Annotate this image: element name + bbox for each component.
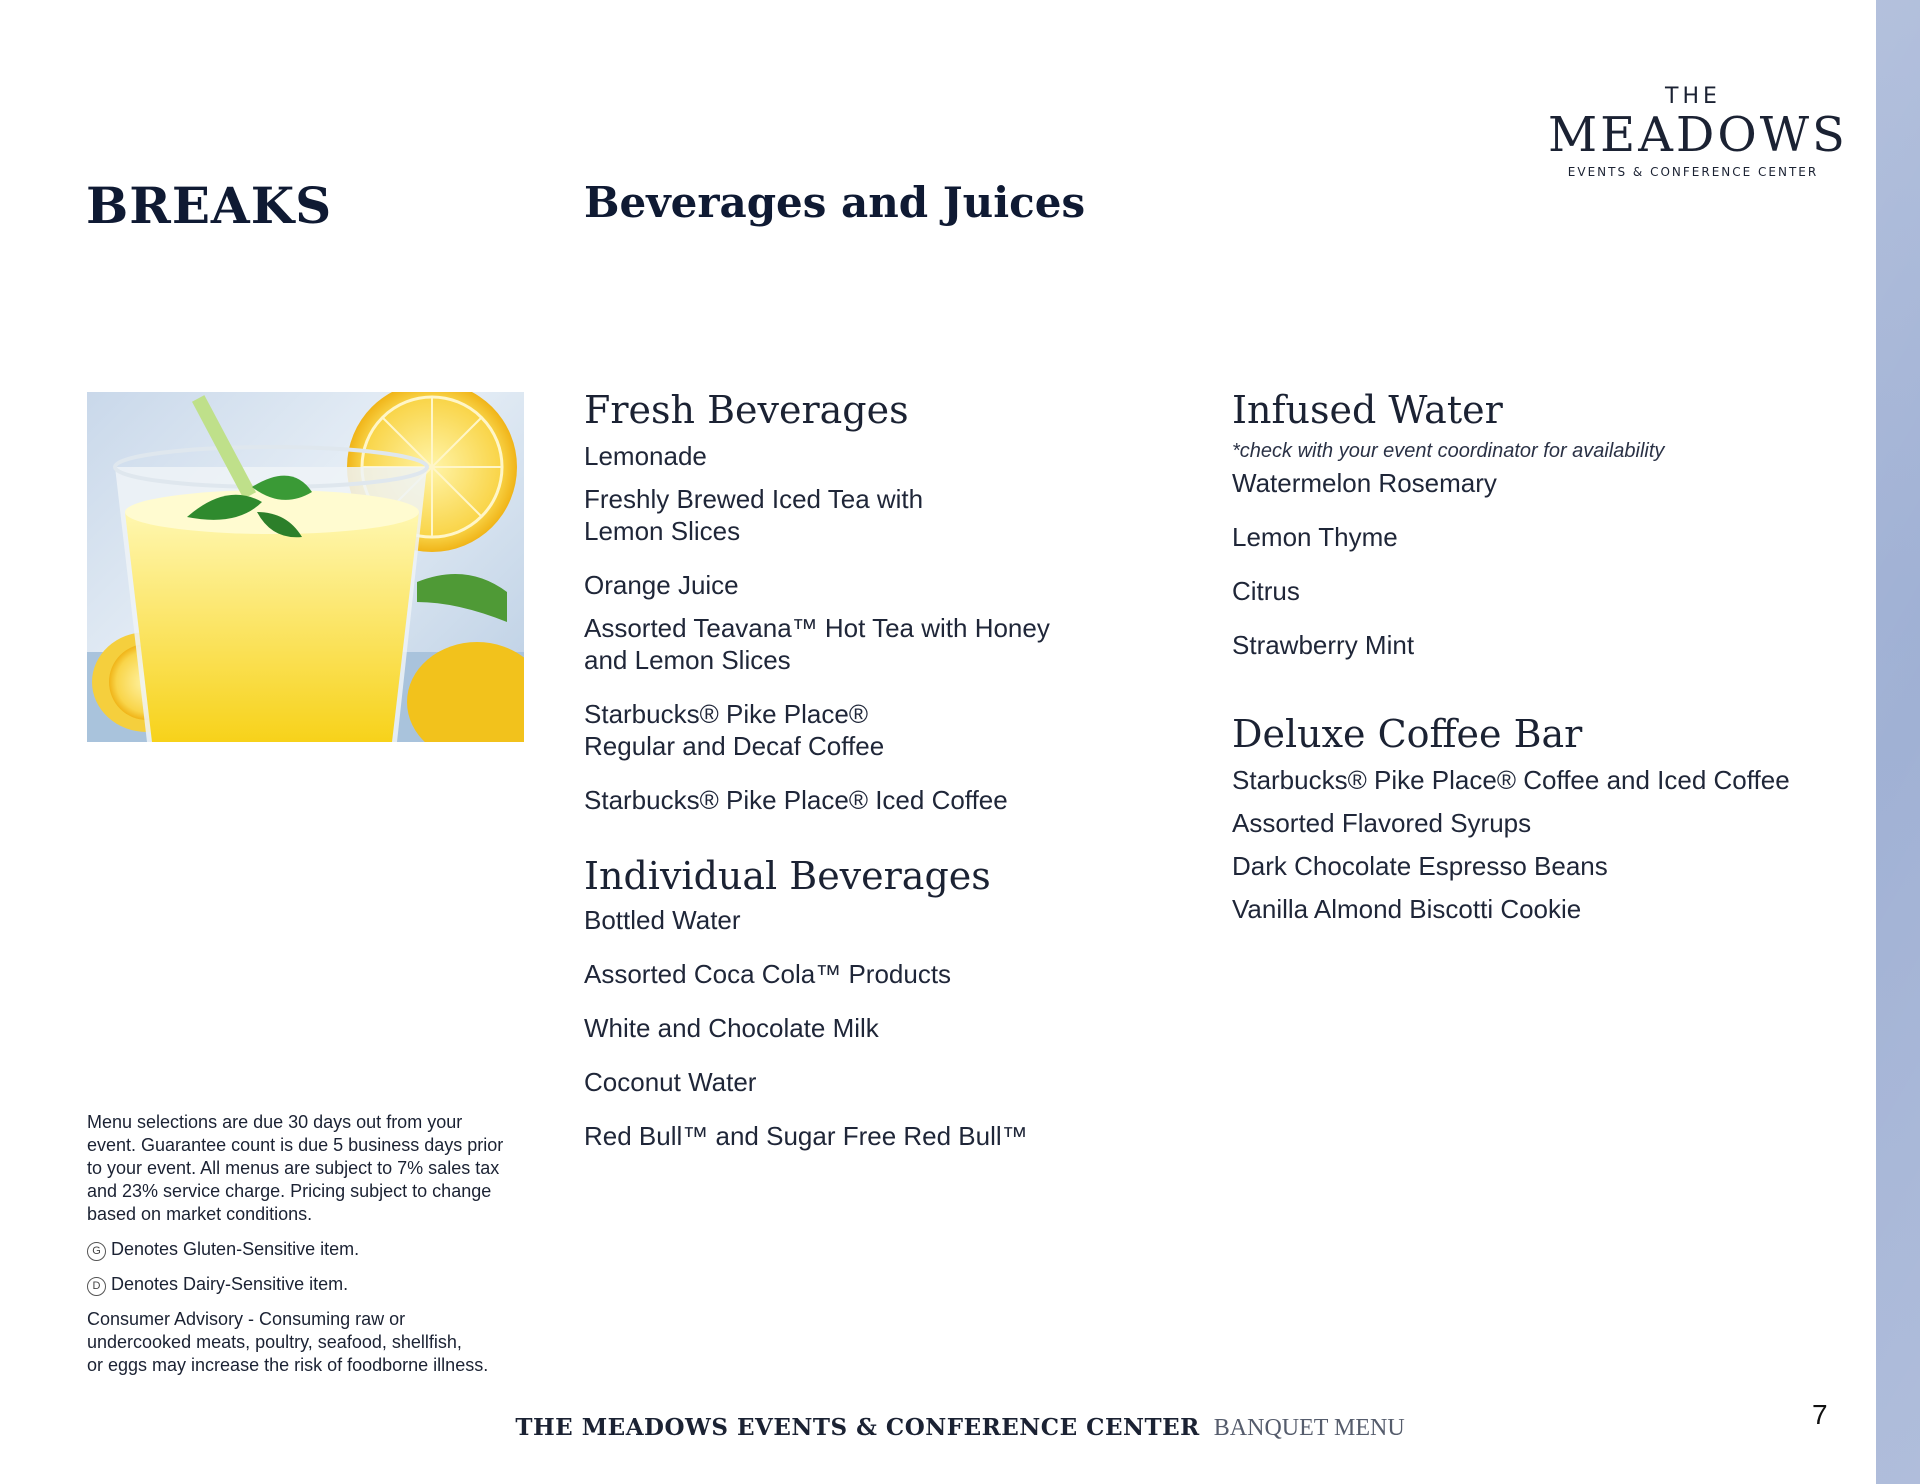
deluxe-coffee-bar-heading: Deluxe Coffee Bar bbox=[1232, 712, 1583, 756]
advisory-line: or eggs may increase the risk of foodborne illness. bbox=[87, 1355, 489, 1375]
list-item: Vanilla Almond Biscotti Cookie bbox=[1232, 894, 1582, 924]
list-item: Assorted Coca Cola™ Products bbox=[584, 959, 952, 989]
list-item: Coconut Water bbox=[584, 1067, 757, 1097]
list-item: Lemon Thyme bbox=[1232, 522, 1398, 552]
item-line: Regular and Decaf Coffee bbox=[584, 731, 885, 761]
item-line: Orange Juice bbox=[584, 570, 739, 600]
list-item: Assorted Flavored Syrups bbox=[1232, 808, 1532, 838]
list-item bbox=[584, 698, 1144, 762]
list-item bbox=[584, 612, 1144, 676]
footer bbox=[0, 1414, 1920, 1442]
fine-print bbox=[87, 1111, 547, 1389]
lemonade-illustration bbox=[87, 392, 524, 742]
fresh-beverages-section bbox=[584, 386, 1144, 816]
footer-venue: THE MEADOWS EVENTS & CONFERENCE CENTER bbox=[515, 1414, 1200, 1441]
lemonade-photo bbox=[87, 392, 524, 742]
policy-line: Menu selections are due 30 days out from your bbox=[87, 1112, 463, 1132]
gluten-legend bbox=[87, 1238, 547, 1261]
item-line: Starbucks® Pike Place® bbox=[584, 699, 868, 729]
individual-beverages-heading: Individual Beverages bbox=[584, 854, 991, 898]
gluten-sensitive-icon: G bbox=[87, 1242, 106, 1261]
list-item bbox=[584, 569, 1144, 601]
list-item: Strawberry Mint bbox=[1232, 630, 1415, 660]
consumer-advisory bbox=[87, 1308, 547, 1377]
list-item: Watermelon Rosemary bbox=[1232, 468, 1497, 498]
list-item: Citrus bbox=[1232, 576, 1300, 606]
menu-policy-note bbox=[87, 1111, 547, 1226]
dairy-legend-text: Denotes Dairy-Sensitive item. bbox=[111, 1274, 349, 1294]
item-line: and Lemon Slices bbox=[584, 645, 791, 675]
item-line: Lemonade bbox=[584, 441, 707, 471]
item-line: Starbucks® Pike Place® Iced Coffee bbox=[584, 785, 1008, 815]
policy-line: and 23% service charge. Pricing subject to change bbox=[87, 1181, 492, 1201]
item-line: Assorted Teavana™ Hot Tea with Honey bbox=[584, 613, 1050, 643]
policy-line: to your event. All menus are subject to 7% sales tax bbox=[87, 1158, 500, 1178]
page-title: BREAKS bbox=[86, 176, 333, 235]
gluten-legend-text: Denotes Gluten-Sensitive item. bbox=[111, 1239, 360, 1259]
policy-line: event. Guarantee count is due 5 business days prior bbox=[87, 1135, 504, 1155]
list-item: White and Chocolate Milk bbox=[584, 1013, 879, 1043]
dairy-legend bbox=[87, 1273, 547, 1296]
section-title: Beverages and Juices bbox=[584, 178, 1086, 227]
advisory-line: undercooked meats, poultry, seafood, shellfish, bbox=[87, 1332, 462, 1352]
footer-document: BANQUET MENU bbox=[1213, 1415, 1405, 1441]
logo-subtitle: EVENTS & CONFERENCE CENTER bbox=[1567, 165, 1819, 179]
meadows-logo bbox=[1548, 84, 1848, 182]
item-line: Freshly Brewed Iced Tea with bbox=[584, 484, 924, 514]
individual-beverages-section bbox=[584, 852, 1144, 1152]
list-item: Bottled Water bbox=[584, 905, 741, 935]
availability-note: *check with your event coordinator for availability bbox=[1232, 440, 1665, 462]
deluxe-coffee-bar-section bbox=[1232, 710, 1792, 925]
dairy-sensitive-icon: D bbox=[87, 1277, 106, 1296]
policy-line: based on market conditions. bbox=[87, 1204, 313, 1224]
page-number: 7 bbox=[1812, 1399, 1828, 1430]
list-item: Starbucks® Pike Place® Coffee and Iced Coffee bbox=[1232, 765, 1790, 795]
logo-the: THE bbox=[1665, 84, 1721, 109]
logo-name: MEADOWS bbox=[1548, 107, 1848, 163]
list-item bbox=[584, 483, 1144, 547]
list-item: Dark Chocolate Espresso Beans bbox=[1232, 851, 1608, 881]
advisory-line: Consumer Advisory - Consuming raw or bbox=[87, 1309, 406, 1329]
item-line: Lemon Slices bbox=[584, 516, 741, 546]
list-item: Red Bull™ and Sugar Free Red Bull™ bbox=[584, 1121, 1028, 1151]
infused-water-section bbox=[1232, 386, 1792, 661]
list-item bbox=[584, 784, 1144, 816]
fresh-beverages-heading: Fresh Beverages bbox=[584, 388, 909, 432]
list-item bbox=[584, 440, 1144, 472]
decorative-side-band bbox=[1876, 0, 1920, 1484]
infused-water-heading: Infused Water bbox=[1232, 388, 1503, 432]
